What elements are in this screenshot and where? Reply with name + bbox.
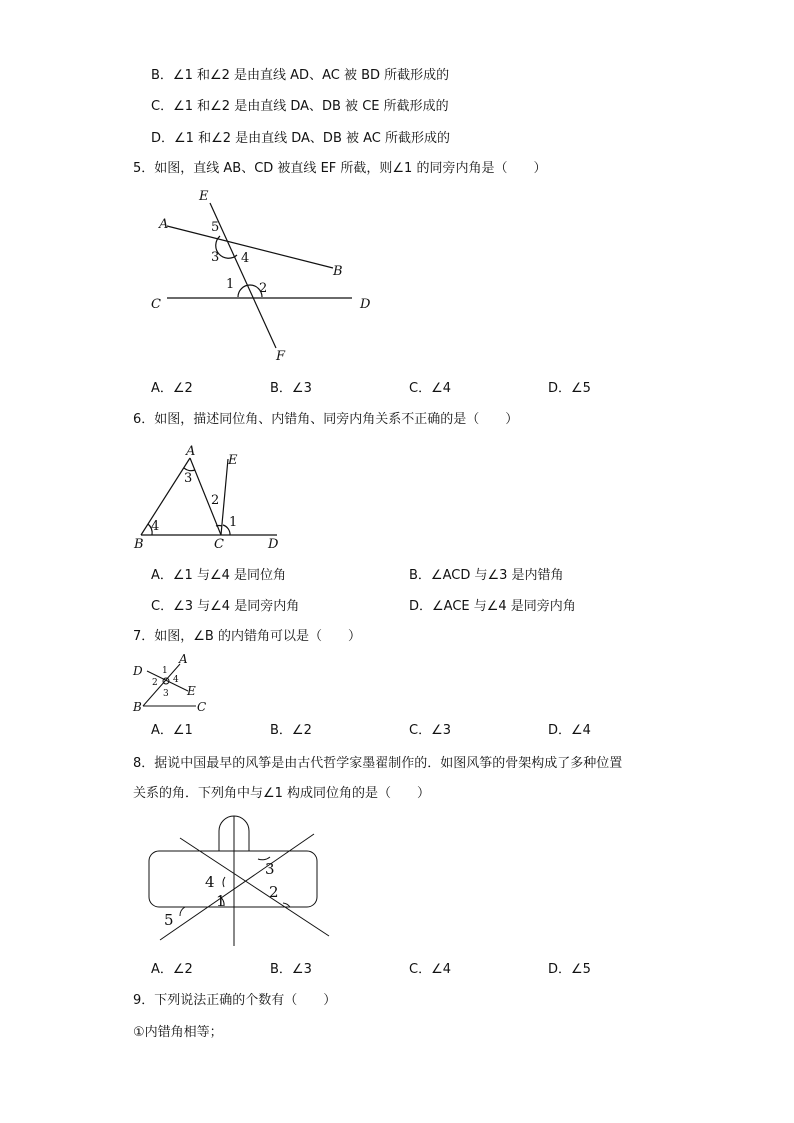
q7-label-a: A <box>179 652 188 666</box>
q5-line-ef <box>210 203 276 348</box>
q6-label-1: 1 <box>229 515 238 530</box>
q6-label-2: 2 <box>211 493 220 508</box>
q6-stem: 6．如图，描述同位角、内错角、同旁内角关系不正确的是（ ） <box>133 412 519 427</box>
q8-options <box>151 961 751 979</box>
q5-options <box>151 380 751 398</box>
q9-item-1: ①内错角相等； <box>133 1025 223 1040</box>
q8-label-1: 1 <box>216 892 226 910</box>
q6-label-d: D <box>268 537 279 552</box>
q5-label-f: F <box>276 349 286 364</box>
q5-label-5: 5 <box>211 220 220 235</box>
q8-arc-2 <box>283 903 290 907</box>
q5-label-a: A <box>159 217 169 232</box>
q8-option-a: A．∠2 <box>151 962 193 977</box>
q7-option-c: C．∠3 <box>409 723 452 738</box>
q6-label-a: A <box>186 444 196 459</box>
q7-options <box>151 722 751 740</box>
q7-label-d: D <box>133 664 143 678</box>
q6-arc-3 <box>184 468 195 471</box>
q6-options-row1 <box>151 567 751 585</box>
q8-label-2: 2 <box>269 883 279 901</box>
q8-label-4: 4 <box>205 873 215 891</box>
q8-arc-4 <box>223 877 225 887</box>
q6-line-ab <box>141 458 193 535</box>
q5-line-ab <box>167 226 333 268</box>
q5-label-2: 2 <box>259 281 268 296</box>
q8-body-frame <box>149 851 317 907</box>
q7-label-4: 4 <box>173 675 179 685</box>
q8-top-handle <box>219 816 249 851</box>
q6-option-a: A．∠1 与∠4 是同位角 <box>151 568 287 583</box>
q6-line-ce <box>221 459 228 535</box>
q7-label-c: C <box>197 700 207 714</box>
q8-label-5: 5 <box>164 911 174 929</box>
q7-label-2: 2 <box>152 678 158 688</box>
q5-option-a: A．∠2 <box>151 381 193 396</box>
q4-option-d: D．∠1 和∠2 是由直线 DA、DB 被 AC 所截形成的 <box>151 131 451 146</box>
q6-line-ac <box>190 458 221 535</box>
q6-label-e: E <box>228 453 238 468</box>
q6-arc-2 <box>216 525 222 526</box>
q5-label-c: C <box>151 297 161 312</box>
q7-line-ba <box>143 664 180 706</box>
q8-stem-line2: 关系的角．下列角中与∠1 构成同位角的是（ ） <box>133 786 431 801</box>
q7-label-e: E <box>187 684 196 698</box>
q5-arc-2 <box>238 285 262 297</box>
q8-arc-5 <box>180 907 185 916</box>
q8-option-b: B．∠3 <box>270 962 312 977</box>
q7-stem: 7．如图，∠B 的内错角可以是（ ） <box>133 629 361 644</box>
q8-label-3: 3 <box>265 860 275 878</box>
q7-option-a: A．∠1 <box>151 723 193 738</box>
q8-stem-line1: 8．据说中国最早的风筝是由古代哲学家墨翟制作的．如图风筝的骨架构成了多种位置 <box>133 756 623 771</box>
q6-label-3: 3 <box>184 471 193 486</box>
q5-option-d: D．∠5 <box>548 381 591 396</box>
q7-label-1: 1 <box>162 666 168 676</box>
q6-label-c: C <box>214 537 224 552</box>
q5-label-d: D <box>360 297 371 312</box>
q6-arc-1 <box>223 525 230 535</box>
q4-option-b: B．∠1 和∠2 是由直线 AD、AC 被 BD 所截形成的 <box>151 68 450 83</box>
q5-arc-4 <box>216 236 237 258</box>
q5-label-3: 3 <box>211 250 220 265</box>
q8-option-d: D．∠5 <box>548 962 591 977</box>
q5-option-b: B．∠3 <box>270 381 312 396</box>
q7-label-b: B <box>133 700 142 714</box>
q5-label-e: E <box>199 189 209 204</box>
q6-label-b: B <box>134 537 144 552</box>
q6-label-4: 4 <box>151 519 160 534</box>
q7-option-d: D．∠4 <box>548 723 591 738</box>
q8-arc-3 <box>258 857 270 860</box>
q7-line-de <box>147 671 188 691</box>
q8-diagonal-1 <box>180 838 329 936</box>
q8-diagonal-2 <box>160 834 314 940</box>
q7-intersection-mark <box>163 678 169 684</box>
q8-option-c: C．∠4 <box>409 962 452 977</box>
q6-option-d: D．∠ACE 与∠4 是同旁内角 <box>409 599 576 614</box>
q6-arc-4 <box>148 524 152 535</box>
q5-label-1: 1 <box>226 277 235 292</box>
q8-arc-1 <box>219 896 224 906</box>
q6-option-c: C．∠3 与∠4 是同旁内角 <box>151 599 300 614</box>
q7-option-b: B．∠2 <box>270 723 312 738</box>
q4-option-c: C．∠1 和∠2 是由直线 DA、DB 被 CE 所截形成的 <box>151 99 449 114</box>
q5-label-4: 4 <box>241 251 250 266</box>
q5-label-b: B <box>333 264 343 279</box>
q5-stem: 5．如图，直线 AB、CD 被直线 EF 所截，则∠1 的同旁内角是（ ） <box>133 161 547 176</box>
q5-option-c: C．∠4 <box>409 381 452 396</box>
q6-option-b: B．∠ACD 与∠3 是内错角 <box>409 568 564 583</box>
q7-label-3: 3 <box>163 689 169 699</box>
q6-options-row2 <box>151 598 751 616</box>
q9-stem: 9．下列说法正确的个数有（ ） <box>133 993 337 1008</box>
